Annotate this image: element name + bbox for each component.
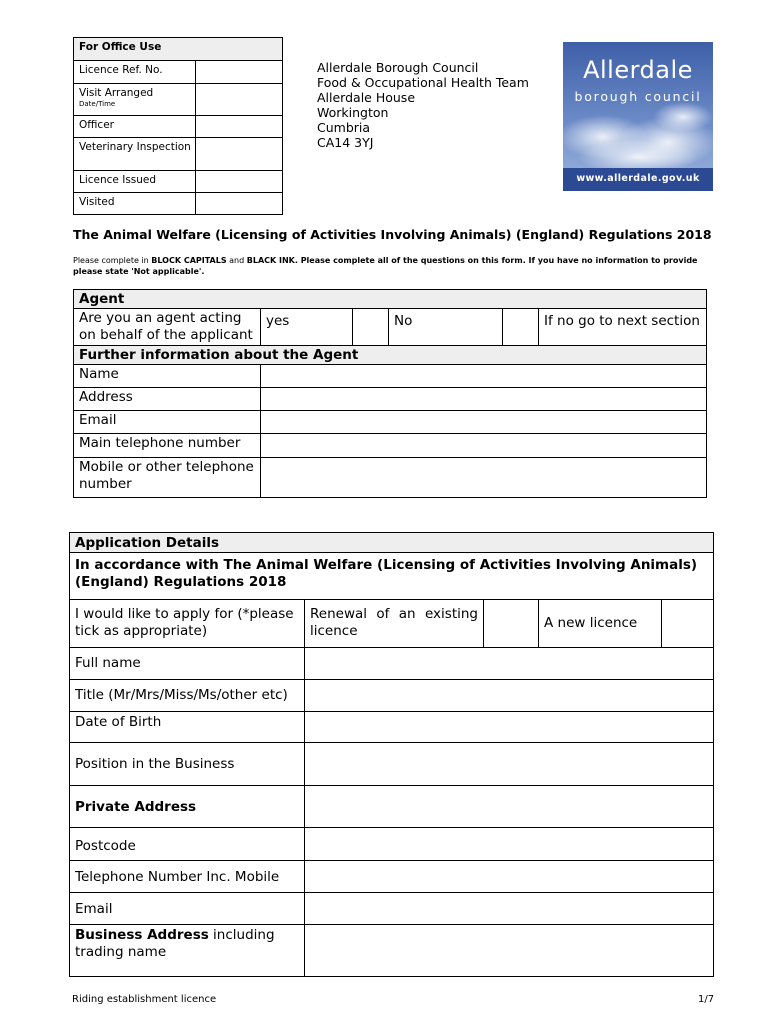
agent-phone-input[interactable] — [261, 434, 707, 458]
office-use-table — [73, 37, 283, 215]
private-address-input[interactable] — [305, 786, 714, 828]
logo-url: www.allerdale.gov.uk — [576, 173, 700, 184]
renewal-checkbox[interactable] — [484, 600, 539, 648]
position-input[interactable] — [305, 743, 714, 786]
renewal-label: Renewal of an existing licence — [305, 600, 484, 648]
dob-input[interactable] — [305, 712, 714, 743]
title-input[interactable] — [305, 680, 714, 712]
new-licence-label: A new licence — [539, 600, 662, 648]
email-input[interactable] — [305, 893, 714, 925]
business-address-rest: including trading name — [75, 927, 275, 960]
agent-yes-checkbox[interactable] — [353, 309, 389, 346]
office-officer-field[interactable] — [196, 116, 283, 138]
office-licence-ref-field[interactable] — [196, 61, 283, 84]
agent-field-label: Address — [74, 388, 261, 411]
business-address-bold: Business Address — [75, 927, 209, 943]
new-licence-checkbox[interactable] — [662, 600, 714, 648]
agent-field-label: Main telephone number — [74, 434, 261, 458]
postcode-input[interactable] — [305, 828, 714, 861]
logo-subtitle: borough council — [574, 89, 702, 104]
apply-label: I would like to apply for (*please tick as appropriate) — [70, 600, 305, 648]
address-line: Allerdale Borough Council — [317, 60, 479, 75]
instructions — [73, 255, 723, 277]
agent-name-input[interactable] — [261, 365, 707, 388]
allerdale-logo — [563, 42, 713, 191]
office-officer-label: Officer — [74, 116, 196, 138]
application-heading: Application Details — [70, 533, 714, 553]
address-line: Workington — [317, 105, 389, 120]
agent-yes-label: yes — [261, 309, 353, 346]
instructions-text: and — [226, 256, 247, 265]
agent-address-input[interactable] — [261, 388, 707, 411]
telephone-input[interactable] — [305, 861, 714, 893]
agent-field-label: Mobile or other telephone number — [74, 458, 261, 498]
business-address-label — [70, 925, 305, 977]
office-visited-field[interactable] — [196, 193, 283, 215]
agent-field-label: Email — [74, 411, 261, 434]
instructions-bold: BLOCK CAPITALS — [151, 256, 227, 265]
council-address — [317, 60, 529, 150]
office-use-heading: For Office Use — [74, 38, 283, 61]
app-field-label: Full name — [70, 648, 305, 680]
office-vet-label: Veterinary Inspection — [74, 138, 196, 171]
agent-mobile-input[interactable] — [261, 458, 707, 498]
app-field-label: Private Address — [70, 786, 305, 828]
app-field-label: Date of Birth — [70, 712, 305, 743]
agent-email-input[interactable] — [261, 411, 707, 434]
office-visit-label: Visit Arranged Date/Time — [74, 84, 196, 116]
instructions-bold: BLACK INK. Please complete all of the questions on this form. If you have no information to provide please state 'Not applicable'. — [73, 256, 698, 276]
page-number: 1/7 — [698, 994, 715, 1005]
agent-no-label: No — [389, 309, 503, 346]
office-issued-label: Licence Issued — [74, 171, 196, 193]
full-name-input[interactable] — [305, 648, 714, 680]
address-line: Cumbria — [317, 120, 371, 135]
office-visit-field[interactable] — [196, 84, 283, 116]
app-field-label: Email — [70, 893, 305, 925]
agent-no-checkbox[interactable] — [503, 309, 539, 346]
office-issued-field[interactable] — [196, 171, 283, 193]
app-field-label: Telephone Number Inc. Mobile — [70, 861, 305, 893]
office-visited-label: Visited — [74, 193, 196, 215]
office-vet-field[interactable] — [196, 138, 283, 171]
address-line: CA14 3YJ — [317, 135, 374, 150]
address-line: Food & Occupational Health Team — [317, 75, 529, 90]
agent-field-label: Name — [74, 365, 261, 388]
agent-table — [73, 289, 707, 498]
office-licence-ref-label: Licence Ref. No. — [74, 61, 196, 84]
agent-question: Are you an agent acting on behalf of the applicant — [74, 309, 261, 346]
agent-heading: Agent — [74, 290, 707, 309]
instructions-text: Please complete in — [73, 256, 152, 265]
business-address-input[interactable] — [305, 925, 714, 977]
logo-name: Allerdale — [583, 56, 693, 84]
office-visit-sub: Date/Time — [79, 100, 116, 108]
address-line: Allerdale House — [317, 90, 416, 105]
agent-note: If no go to next section — [539, 309, 707, 346]
agent-further-heading: Further information about the Agent — [74, 346, 707, 365]
app-field-label: Postcode — [70, 828, 305, 861]
application-table — [69, 532, 714, 977]
page-title: The Animal Welfare (Licensing of Activities Involving Animals) (England) Regulations 2018 — [73, 227, 712, 242]
application-subheading: In accordance with The Animal Welfare (Licensing of Activities Involving Animals) (England) Regulations 2018 — [70, 553, 714, 600]
app-field-label: Position in the Business — [70, 743, 305, 786]
footer-title: Riding establishment licence — [72, 994, 217, 1005]
app-field-label: Title (Mr/Mrs/Miss/Ms/other etc) — [70, 680, 305, 712]
